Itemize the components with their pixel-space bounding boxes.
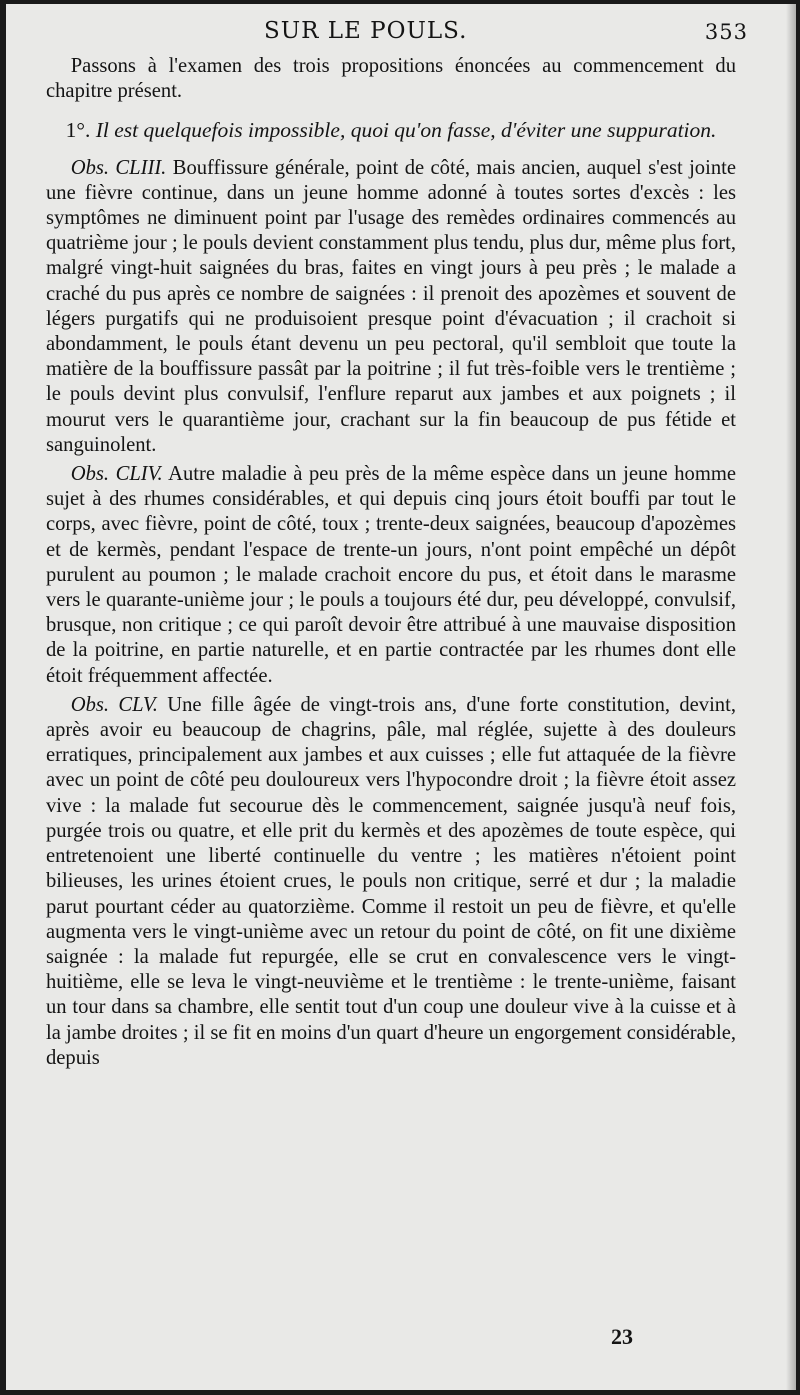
proposition-heading <box>46 118 736 143</box>
running-title: SUR LE POULS. <box>264 18 468 44</box>
body-text <box>46 54 736 1071</box>
observation-label: Obs. CLIV. <box>70 463 163 486</box>
observation-paragraph <box>46 693 736 1071</box>
observation-text: Une fille âgée de vingt-trois ans, d'une forte constitution, devint, après avoir eu beaucoup de chagrins, pâle, mal réglée, sujette à des douleurs erratiques, principalement aux jambes et aux cuisses ; elle fut attaquée de la fièvre avec un point de côté peu douloureux vers l'hypocondre droit ; la fièvre étoit assez vive : la malade fut secourue dès le commencement, saignée jusqu'à neuf fois, purgée trois ou quatre, et elle prit du kermès et des apozèmes de toute espèce, qui entretenoient une liberté continuelle du ventre ; les matières n'étoient point bilieuses, les urines étoient crues, le pouls non critique, serré et dur ; la maladie parut pourtant céder au quatorzième. Comme il restoit un peu de fièvre, et qu'elle augmenta vers le vingt-unième avec un retour du point de côté, on fit une dixième saignée : la malade fut repurgée, elle se crut en convalescence vers le vingt-huitième, elle se leva le vingt-neuvième et le trentième : le trente-unième, faisant un tour dans sa chambre, elle sentit tout d'un coup une douleur vive à la cuisse et à la jambe droites ; il se fit en moins d'un quart d'heure un engorgement considérable, depuis <box>46 693 736 1069</box>
signature-mark: 23 <box>611 1324 633 1349</box>
running-head <box>46 18 748 54</box>
observation-label: Obs. CLV. <box>70 693 158 716</box>
intro-paragraph: Passons à l'examen des trois propositions énoncées au commencement du chapitre présent. <box>46 55 736 103</box>
observation-text: Bouffissure générale, point de côté, mais ancien, auquel s'est jointe une fièvre continue, dans un jeune homme adonné à toutes sortes d'excès : les symptômes ne diminuent point par l'usage des remèdes ordinaires commencés au quatrième jour ; le pouls devient constamment plus tendu, plus dur, même plus fort, malgré vingt-huit saignées du bras, faites en vingt jours à peu près ; le malade a craché du pus après ce nombre de saignées : il prenoit des apozèmes et souvent de légers purgatifs qui ne produisoient presque point d'évacuation ; il crachoit si abondamment, le pouls étant devenu un peu pectoral, qu'il sembloit que toute la matière de la bouffissure passât par la poitrine ; il fut très-foible vers le trentième ; le pouls devint plus convulsif, l'enflure reparut aux jambes et aux poignets ; il mourut vers le quarantième jour, crachant sur la fin beaucoup de pus fétide et sanguinolent. <box>46 156 736 456</box>
observation-paragraph <box>46 156 736 458</box>
observation-paragraph <box>46 462 736 689</box>
observation-label: Obs. CLIII. <box>70 156 167 179</box>
proposition-number: 1°. <box>65 118 91 143</box>
page-number: 353 <box>704 20 748 44</box>
book-page <box>6 4 796 1390</box>
proposition-text: Il est quelquefois impossible, quoi qu'on fasse, d'éviter une suppuration. <box>95 118 717 143</box>
observation-text: Autre maladie à peu près de la même espèce dans un jeune homme sujet à des rhumes considérables, et qui depuis cinq jours étoit bouffi par tout le corps, avec fièvre, point de côté, toux ; trente-deux saignées, beaucoup d'apozèmes et de kermès, pendant l'espace de trente-un jours, n'ont point empêché un dépôt purulent au poumon ; le malade crachoit encore du pus, et étoit dans le marasme vers le quarante-unième jour ; le pouls a toujours été dur, peu développé, convulsif, brusque, non critique ; ce qui paroît devoir être attribué à une mauvaise disposition de la poitrine, en partie naturelle, et en partie contractée par les rhumes dont elle étoit fréquemment affectée. <box>46 463 736 687</box>
